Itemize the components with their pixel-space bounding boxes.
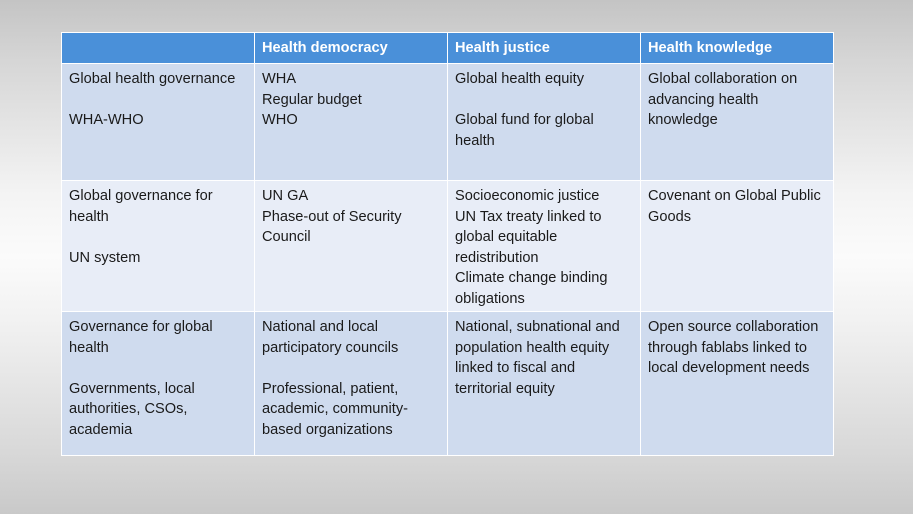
cell-line: Open source collaboration through fablabs linked to local development needs: [648, 319, 823, 376]
cell-line: Socioeconomic justice: [455, 188, 600, 204]
governance-table: [61, 32, 834, 456]
header-health-knowledge: Health knowledge: [641, 33, 834, 64]
row-label-subtitle: UN system: [69, 249, 141, 266]
cell-line: UN GA: [262, 188, 309, 204]
cell-line: WHA: [262, 71, 297, 87]
row-label-subtitle: Governments, local authorities, CSOs, academia: [69, 380, 199, 438]
cell-line: Global collaboration on advancing health knowledge: [648, 71, 802, 128]
row-label-cell: [62, 312, 255, 456]
row-label-title: Global health governance: [69, 71, 236, 87]
justice-cell: [448, 181, 641, 312]
header-health-justice: Health justice: [448, 33, 641, 64]
knowledge-cell: [641, 181, 834, 312]
justice-cell: [448, 312, 641, 456]
table-row: [62, 181, 834, 312]
header-health-democracy: Health democracy: [255, 33, 448, 64]
table-row: [62, 312, 834, 456]
cell-line: Climate change binding obligations: [455, 270, 612, 307]
cell-line: Regular budget: [262, 91, 362, 108]
row-label-cell: [62, 181, 255, 312]
row-label-title: Global governance for health: [69, 188, 217, 225]
cell-line: National and local participatory councils: [262, 319, 399, 356]
knowledge-cell: [641, 312, 834, 456]
table-header-row: [62, 33, 834, 64]
header-cell-empty: [62, 33, 255, 64]
cell-line: National, subnational and population health equity linked to fiscal and territorial equity: [455, 319, 624, 397]
cell-line: Global health equity: [455, 71, 584, 87]
row-label-cell: [62, 64, 255, 181]
justice-cell: [448, 64, 641, 181]
row-label-subtitle: WHA-WHO: [69, 112, 144, 128]
democracy-cell: [255, 64, 448, 181]
cell-line: Global fund for global health: [455, 112, 598, 149]
democracy-cell: [255, 181, 448, 312]
democracy-cell: [255, 312, 448, 456]
row-label-title: Governance for global health: [69, 319, 217, 356]
cell-line: UN Tax treaty linked to global equitable redistribution: [455, 208, 606, 266]
cell-line: Phase-out of Security Council: [262, 208, 406, 245]
cell-line: Covenant on Global Public Goods: [648, 188, 825, 225]
cell-line: Professional, patient, academic, community-based organizations: [262, 380, 408, 438]
knowledge-cell: [641, 64, 834, 181]
table-row: [62, 64, 834, 181]
cell-line: WHO: [262, 112, 298, 128]
